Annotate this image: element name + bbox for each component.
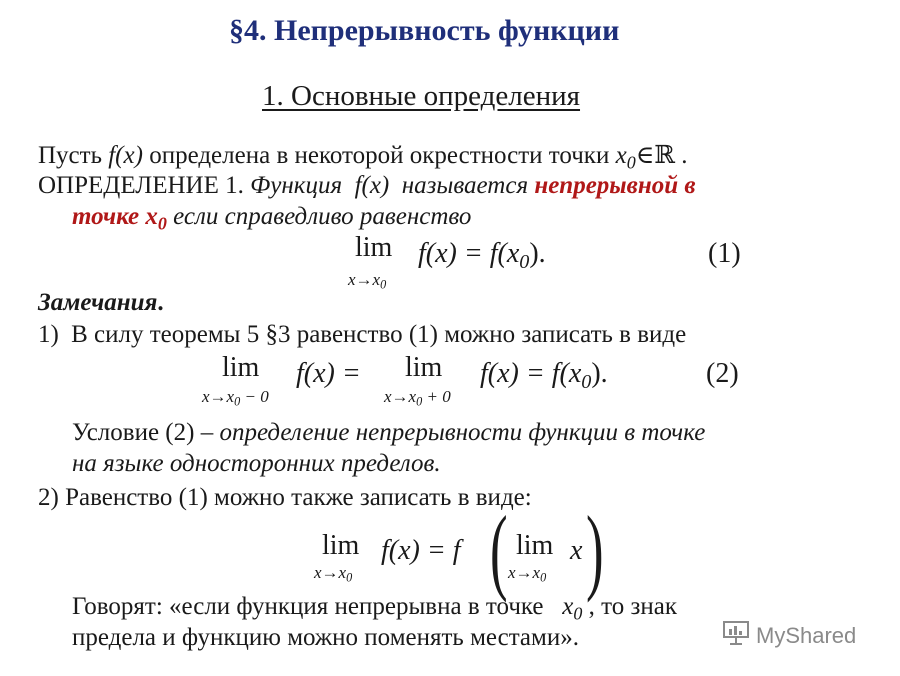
saying-line-1	[72, 593, 677, 624]
saying-post: , то знак	[588, 593, 677, 620]
eq2-under-right: $x\to x_0 + 0$	[384, 387, 451, 409]
condition-line-1	[72, 419, 705, 447]
eq3-body: f(x) = f	[381, 535, 461, 566]
eq2-body-left: f(x) =	[296, 358, 361, 389]
watermark-logo	[722, 620, 856, 651]
eq3-under-outer: $x\to x_0$	[314, 563, 353, 585]
presentation-icon	[722, 620, 750, 651]
page-title: §4. Непрерывность функции	[229, 14, 620, 47]
definition-term-2: точке	[72, 203, 140, 230]
intro-line	[38, 140, 688, 173]
eq2-under-left: $x\to x_0 - 0$	[202, 387, 269, 409]
eq3-left-paren: (	[490, 496, 508, 603]
condition-line-2: на языке односторонних пределов.	[72, 450, 441, 477]
intro-pre: Пусть	[38, 142, 102, 169]
eq2-body-right: $f(x) = f(x_0)$.	[480, 358, 608, 394]
intro-mid: определена в некоторой окрестности точки	[149, 142, 610, 169]
remark-1-num: 1)	[38, 321, 59, 348]
eq1-lim: lim	[355, 232, 393, 263]
eq3-right-paren: )	[586, 496, 604, 603]
condition-it1: определение непрерывности функции в точке	[219, 419, 706, 446]
definition-text2: называется	[401, 172, 529, 199]
definition-text3: если справедливо равенство	[173, 203, 472, 230]
definition-fx: f(x)	[354, 172, 390, 199]
definition-line-2	[72, 203, 471, 234]
remark-1-text: В силу теоремы 5 §3 равенство (1) можно записать в виде	[71, 321, 687, 348]
eq3-lim-outer: lim	[322, 530, 360, 561]
intro-x0: $x_0$	[615, 142, 636, 173]
definition-line-1	[38, 172, 696, 200]
watermark-text: MyShared	[756, 622, 857, 648]
definition-label: ОПРЕДЕЛЕНИЕ 1.	[38, 172, 244, 199]
eq3-under-inner: $x\to x_0$	[508, 563, 547, 585]
eq2-lim-right: lim	[405, 352, 443, 383]
eq2-lim-left: lim	[222, 352, 260, 383]
section-subtitle: 1. Основные определения	[262, 80, 581, 112]
saying-line-2: предела и функцию можно поменять местами».	[72, 624, 579, 651]
eq2-number: (2)	[706, 358, 739, 389]
definition-x0: $x_0$	[145, 203, 167, 234]
eq1-body: $f(x) = f(x_0)$.	[418, 238, 546, 274]
eq1-number: (1)	[708, 238, 741, 269]
saying-pre: Говорят: «если функция непрерывна в точке	[72, 593, 544, 620]
definition-term: непрерывной в	[534, 172, 696, 199]
eq3-inner-x: x	[570, 535, 583, 566]
saying-x0: $x_0$	[562, 593, 583, 624]
remarks-title: Замечания.	[38, 289, 164, 316]
intro-fx: f(x)	[108, 142, 143, 169]
eq1-under: $x\to x_0$	[348, 270, 387, 292]
eq3-lim-inner: lim	[516, 530, 554, 561]
remark-2: 2) Равенство (1) можно также записать в виде:	[38, 484, 532, 511]
condition-pre: Условие (2) –	[72, 419, 214, 446]
definition-text1: Функция	[250, 172, 343, 199]
remark-1	[38, 321, 686, 349]
intro-in-reals: ∈ℝ .	[635, 142, 688, 169]
